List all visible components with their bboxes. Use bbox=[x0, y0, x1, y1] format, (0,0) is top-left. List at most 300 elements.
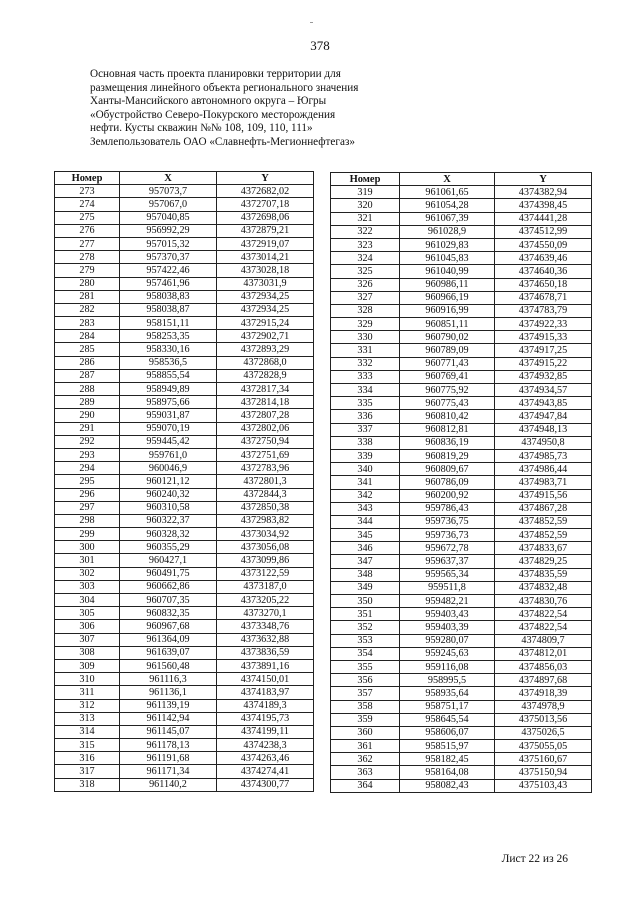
point-number-cell: 322 bbox=[331, 225, 400, 238]
y-coordinate-cell: 4374650,18 bbox=[495, 278, 592, 291]
y-coordinate-cell: 4373632,88 bbox=[217, 633, 314, 646]
x-coordinate-cell: 961139,19 bbox=[120, 699, 217, 712]
x-coordinate-cell: 959786,43 bbox=[400, 502, 495, 515]
table-row bbox=[55, 237, 314, 250]
x-coordinate-cell: 959736,73 bbox=[400, 529, 495, 542]
x-coordinate-cell: 959761,0 bbox=[120, 448, 217, 461]
table-row bbox=[55, 765, 314, 778]
x-coordinate-cell: 960121,12 bbox=[120, 475, 217, 488]
point-number-cell: 323 bbox=[331, 238, 400, 251]
table-row bbox=[331, 608, 592, 621]
y-coordinate-cell: 4374833,67 bbox=[495, 542, 592, 555]
x-coordinate-cell: 960775,92 bbox=[400, 384, 495, 397]
y-coordinate-cell: 4374150,01 bbox=[217, 673, 314, 686]
y-coordinate-cell: 4373028,18 bbox=[217, 264, 314, 277]
point-number-cell: 316 bbox=[55, 752, 120, 765]
table-row bbox=[331, 634, 592, 647]
y-coordinate-cell: 4374678,71 bbox=[495, 291, 592, 304]
table-row bbox=[55, 448, 314, 461]
column-header-x: X bbox=[120, 172, 217, 185]
table-row bbox=[55, 383, 314, 396]
point-number-cell: 338 bbox=[331, 436, 400, 449]
y-coordinate-cell: 4374943,85 bbox=[495, 397, 592, 410]
table-row bbox=[331, 740, 592, 753]
point-number-cell: 320 bbox=[331, 199, 400, 212]
table-row bbox=[55, 699, 314, 712]
table-row bbox=[331, 397, 592, 410]
x-coordinate-cell: 959070,19 bbox=[120, 422, 217, 435]
y-coordinate-cell: 4374835,59 bbox=[495, 568, 592, 581]
point-number-cell: 279 bbox=[55, 264, 120, 277]
point-number-cell: 310 bbox=[55, 673, 120, 686]
x-coordinate-cell: 961191,68 bbox=[120, 752, 217, 765]
y-coordinate-cell: 4374915,22 bbox=[495, 357, 592, 370]
point-number-cell: 335 bbox=[331, 397, 400, 410]
table-row bbox=[331, 779, 592, 792]
point-number-cell: 304 bbox=[55, 594, 120, 607]
y-coordinate-cell: 4373891,16 bbox=[217, 659, 314, 672]
x-coordinate-cell: 961040,99 bbox=[400, 265, 495, 278]
table-row bbox=[55, 396, 314, 409]
y-coordinate-cell: 4374985,73 bbox=[495, 449, 592, 462]
point-number-cell: 333 bbox=[331, 370, 400, 383]
table-row bbox=[55, 673, 314, 686]
y-coordinate-cell: 4372934,25 bbox=[217, 303, 314, 316]
y-coordinate-cell: 4374274,41 bbox=[217, 765, 314, 778]
table-row bbox=[331, 186, 592, 199]
x-coordinate-cell: 957067,0 bbox=[120, 198, 217, 211]
point-number-cell: 315 bbox=[55, 739, 120, 752]
table-header-row bbox=[331, 173, 592, 186]
y-coordinate-cell: 4372868,0 bbox=[217, 356, 314, 369]
table-row bbox=[331, 225, 592, 238]
point-number-cell: 336 bbox=[331, 410, 400, 423]
y-coordinate-cell: 4374512,99 bbox=[495, 225, 592, 238]
point-number-cell: 306 bbox=[55, 620, 120, 633]
x-coordinate-cell: 959280,07 bbox=[400, 634, 495, 647]
point-number-cell: 275 bbox=[55, 211, 120, 224]
point-number-cell: 291 bbox=[55, 422, 120, 435]
y-coordinate-cell: 4374822,54 bbox=[495, 621, 592, 634]
table-row bbox=[55, 659, 314, 672]
table-row bbox=[331, 647, 592, 660]
table-row bbox=[331, 436, 592, 449]
y-coordinate-cell: 4372844,3 bbox=[217, 488, 314, 501]
y-coordinate-cell: 4374922,33 bbox=[495, 318, 592, 331]
point-number-cell: 330 bbox=[331, 331, 400, 344]
table-row bbox=[55, 752, 314, 765]
point-number-cell: 277 bbox=[55, 237, 120, 250]
x-coordinate-cell: 958995,5 bbox=[400, 674, 495, 687]
point-number-cell: 363 bbox=[331, 766, 400, 779]
y-coordinate-cell: 4374852,59 bbox=[495, 529, 592, 542]
point-number-cell: 337 bbox=[331, 423, 400, 436]
y-coordinate-cell: 4374897,68 bbox=[495, 674, 592, 687]
table-row bbox=[331, 304, 592, 317]
y-coordinate-cell: 4372750,94 bbox=[217, 435, 314, 448]
y-coordinate-cell: 4374934,57 bbox=[495, 384, 592, 397]
table-row bbox=[55, 277, 314, 290]
x-coordinate-cell: 960355,29 bbox=[120, 541, 217, 554]
table-header-row bbox=[55, 172, 314, 185]
table-row bbox=[331, 344, 592, 357]
point-number-cell: 357 bbox=[331, 687, 400, 700]
point-number-cell: 344 bbox=[331, 515, 400, 528]
x-coordinate-cell: 961142,94 bbox=[120, 712, 217, 725]
table-row bbox=[331, 212, 592, 225]
table-row bbox=[331, 449, 592, 462]
table-row bbox=[331, 278, 592, 291]
x-coordinate-cell: 958038,83 bbox=[120, 290, 217, 303]
x-coordinate-cell: 960322,37 bbox=[120, 514, 217, 527]
x-coordinate-cell: 958151,11 bbox=[120, 317, 217, 330]
x-coordinate-cell: 960966,19 bbox=[400, 291, 495, 304]
point-number-cell: 348 bbox=[331, 568, 400, 581]
table-row bbox=[55, 330, 314, 343]
y-coordinate-cell: 4374783,79 bbox=[495, 304, 592, 317]
x-coordinate-cell: 959672,78 bbox=[400, 542, 495, 555]
point-number-cell: 274 bbox=[55, 198, 120, 211]
document-heading bbox=[90, 68, 420, 150]
point-number-cell: 311 bbox=[55, 686, 120, 699]
point-number-cell: 295 bbox=[55, 475, 120, 488]
table-row bbox=[55, 343, 314, 356]
table-row bbox=[331, 766, 592, 779]
x-coordinate-cell: 960707,35 bbox=[120, 594, 217, 607]
x-coordinate-cell: 960916,99 bbox=[400, 304, 495, 317]
heading-line: размещения линейного объекта регионального значения bbox=[90, 81, 359, 94]
table-row bbox=[55, 198, 314, 211]
y-coordinate-cell: 4374917,25 bbox=[495, 344, 592, 357]
x-coordinate-cell: 961178,13 bbox=[120, 739, 217, 752]
table-row bbox=[55, 607, 314, 620]
y-coordinate-cell: 4374263,46 bbox=[217, 752, 314, 765]
sheet-counter: Лист 22 из 26 bbox=[501, 853, 568, 865]
point-number-cell: 353 bbox=[331, 634, 400, 647]
x-coordinate-cell: 960810,42 bbox=[400, 410, 495, 423]
x-coordinate-cell: 958855,54 bbox=[120, 369, 217, 382]
point-number-cell: 303 bbox=[55, 580, 120, 593]
x-coordinate-cell: 959445,42 bbox=[120, 435, 217, 448]
y-coordinate-cell: 4374550,09 bbox=[495, 238, 592, 251]
y-coordinate-cell: 4372915,24 bbox=[217, 317, 314, 330]
x-coordinate-cell: 959116,08 bbox=[400, 660, 495, 673]
y-coordinate-cell: 4374950,8 bbox=[495, 436, 592, 449]
point-number-cell: 347 bbox=[331, 555, 400, 568]
x-coordinate-cell: 959736,75 bbox=[400, 515, 495, 528]
x-coordinate-cell: 957073,7 bbox=[120, 185, 217, 198]
table-body-left bbox=[55, 185, 314, 792]
y-coordinate-cell: 4373122,59 bbox=[217, 567, 314, 580]
table-row bbox=[55, 303, 314, 316]
x-coordinate-cell: 960771,43 bbox=[400, 357, 495, 370]
point-number-cell: 280 bbox=[55, 277, 120, 290]
x-coordinate-cell: 960786,09 bbox=[400, 476, 495, 489]
point-number-cell: 273 bbox=[55, 185, 120, 198]
y-coordinate-cell: 4372850,38 bbox=[217, 501, 314, 514]
table-row bbox=[55, 356, 314, 369]
y-coordinate-cell: 4374829,25 bbox=[495, 555, 592, 568]
point-number-cell: 293 bbox=[55, 448, 120, 461]
x-coordinate-cell: 960812,81 bbox=[400, 423, 495, 436]
table-row bbox=[55, 435, 314, 448]
point-number-cell: 292 bbox=[55, 435, 120, 448]
y-coordinate-cell: 4374915,56 bbox=[495, 489, 592, 502]
x-coordinate-cell: 959511,8 bbox=[400, 581, 495, 594]
x-coordinate-cell: 961364,09 bbox=[120, 633, 217, 646]
point-number-cell: 301 bbox=[55, 554, 120, 567]
y-coordinate-cell: 4374382,94 bbox=[495, 186, 592, 199]
point-number-cell: 286 bbox=[55, 356, 120, 369]
x-coordinate-cell: 959031,87 bbox=[120, 409, 217, 422]
y-coordinate-cell: 4374852,59 bbox=[495, 515, 592, 528]
x-coordinate-cell: 960310,58 bbox=[120, 501, 217, 514]
point-number-cell: 283 bbox=[55, 317, 120, 330]
point-number-cell: 331 bbox=[331, 344, 400, 357]
y-coordinate-cell: 4372783,96 bbox=[217, 462, 314, 475]
y-coordinate-cell: 4374947,84 bbox=[495, 410, 592, 423]
point-number-cell: 288 bbox=[55, 383, 120, 396]
table-row bbox=[55, 501, 314, 514]
point-number-cell: 355 bbox=[331, 660, 400, 673]
point-number-cell: 285 bbox=[55, 343, 120, 356]
point-number-cell: 305 bbox=[55, 607, 120, 620]
x-coordinate-cell: 960328,32 bbox=[120, 528, 217, 541]
point-number-cell: 339 bbox=[331, 449, 400, 462]
point-number-cell: 308 bbox=[55, 646, 120, 659]
y-coordinate-cell: 4374867,28 bbox=[495, 502, 592, 515]
table-row bbox=[55, 475, 314, 488]
table-row bbox=[331, 238, 592, 251]
x-coordinate-cell: 958038,87 bbox=[120, 303, 217, 316]
column-header-number: Номер bbox=[55, 172, 120, 185]
y-coordinate-cell: 4374983,71 bbox=[495, 476, 592, 489]
x-coordinate-cell: 956992,29 bbox=[120, 224, 217, 237]
point-number-cell: 345 bbox=[331, 529, 400, 542]
y-coordinate-cell: 4373031,9 bbox=[217, 277, 314, 290]
point-number-cell: 298 bbox=[55, 514, 120, 527]
x-coordinate-cell: 960046,9 bbox=[120, 462, 217, 475]
y-coordinate-cell: 4374822,54 bbox=[495, 608, 592, 621]
x-coordinate-cell: 957015,32 bbox=[120, 237, 217, 250]
table-row bbox=[55, 580, 314, 593]
table-row bbox=[331, 753, 592, 766]
y-coordinate-cell: 4373187,0 bbox=[217, 580, 314, 593]
x-coordinate-cell: 961028,9 bbox=[400, 225, 495, 238]
point-number-cell: 297 bbox=[55, 501, 120, 514]
table-row bbox=[55, 620, 314, 633]
point-number-cell: 282 bbox=[55, 303, 120, 316]
point-number-cell: 326 bbox=[331, 278, 400, 291]
point-number-cell: 361 bbox=[331, 740, 400, 753]
point-number-cell: 327 bbox=[331, 291, 400, 304]
heading-line: «Обустройство Северо-Покурского месторождения bbox=[90, 108, 336, 121]
point-number-cell: 296 bbox=[55, 488, 120, 501]
point-number-cell: 278 bbox=[55, 251, 120, 264]
x-coordinate-cell: 960836,19 bbox=[400, 436, 495, 449]
table-row bbox=[55, 567, 314, 580]
table-row bbox=[331, 331, 592, 344]
point-number-cell: 351 bbox=[331, 608, 400, 621]
point-number-cell: 287 bbox=[55, 369, 120, 382]
point-number-cell: 349 bbox=[331, 581, 400, 594]
point-number-cell: 340 bbox=[331, 463, 400, 476]
coordinates-table-left bbox=[54, 171, 314, 792]
x-coordinate-cell: 960819,29 bbox=[400, 449, 495, 462]
x-coordinate-cell: 960789,09 bbox=[400, 344, 495, 357]
heading-line: Ханты-Мансийского автономного округа – Югры bbox=[90, 95, 327, 108]
y-coordinate-cell: 4375013,56 bbox=[495, 713, 592, 726]
table-row bbox=[55, 633, 314, 646]
heading-line: Основная часть проекта планировки территории для bbox=[90, 68, 341, 80]
y-coordinate-cell: 4374300,77 bbox=[217, 778, 314, 791]
y-coordinate-cell: 4375160,67 bbox=[495, 753, 592, 766]
table-row bbox=[55, 594, 314, 607]
x-coordinate-cell: 958515,97 bbox=[400, 740, 495, 753]
y-coordinate-cell: 4372902,71 bbox=[217, 330, 314, 343]
x-coordinate-cell: 961116,3 bbox=[120, 673, 217, 686]
point-number-cell: 342 bbox=[331, 489, 400, 502]
column-header-number: Номер bbox=[331, 173, 400, 186]
table-row bbox=[331, 581, 592, 594]
point-number-cell: 352 bbox=[331, 621, 400, 634]
y-coordinate-cell: 4373348,76 bbox=[217, 620, 314, 633]
point-number-cell: 359 bbox=[331, 713, 400, 726]
x-coordinate-cell: 958253,35 bbox=[120, 330, 217, 343]
y-coordinate-cell: 4374199,11 bbox=[217, 725, 314, 738]
x-coordinate-cell: 958751,17 bbox=[400, 700, 495, 713]
point-number-cell: 358 bbox=[331, 700, 400, 713]
table-row bbox=[331, 515, 592, 528]
point-number-cell: 289 bbox=[55, 396, 120, 409]
y-coordinate-cell: 4374832,48 bbox=[495, 581, 592, 594]
x-coordinate-cell: 960851,11 bbox=[400, 318, 495, 331]
x-coordinate-cell: 959565,34 bbox=[400, 568, 495, 581]
x-coordinate-cell: 961560,48 bbox=[120, 659, 217, 672]
table-row bbox=[331, 489, 592, 502]
x-coordinate-cell: 960427,1 bbox=[120, 554, 217, 567]
point-number-cell: 332 bbox=[331, 357, 400, 370]
point-number-cell: 302 bbox=[55, 567, 120, 580]
table-row bbox=[55, 264, 314, 277]
x-coordinate-cell: 960809,67 bbox=[400, 463, 495, 476]
y-coordinate-cell: 4372802,06 bbox=[217, 422, 314, 435]
x-coordinate-cell: 961171,34 bbox=[120, 765, 217, 778]
x-coordinate-cell: 958164,08 bbox=[400, 766, 495, 779]
x-coordinate-cell: 959482,21 bbox=[400, 595, 495, 608]
table-row bbox=[55, 462, 314, 475]
x-coordinate-cell: 961045,83 bbox=[400, 252, 495, 265]
table-row bbox=[55, 514, 314, 527]
table-row bbox=[331, 568, 592, 581]
point-number-cell: 329 bbox=[331, 318, 400, 331]
y-coordinate-cell: 4374183,97 bbox=[217, 686, 314, 699]
point-number-cell: 299 bbox=[55, 528, 120, 541]
table-row bbox=[331, 318, 592, 331]
y-coordinate-cell: 4374441,28 bbox=[495, 212, 592, 225]
table-row bbox=[331, 555, 592, 568]
x-coordinate-cell: 958949,89 bbox=[120, 383, 217, 396]
y-coordinate-cell: 4373014,21 bbox=[217, 251, 314, 264]
point-number-cell: 300 bbox=[55, 541, 120, 554]
table-row bbox=[331, 687, 592, 700]
x-coordinate-cell: 957040,85 bbox=[120, 211, 217, 224]
y-coordinate-cell: 4374189,3 bbox=[217, 699, 314, 712]
y-coordinate-cell: 4374238,3 bbox=[217, 739, 314, 752]
table-row bbox=[331, 463, 592, 476]
y-coordinate-cell: 4374830,76 bbox=[495, 595, 592, 608]
table-row bbox=[55, 541, 314, 554]
table-row bbox=[331, 502, 592, 515]
table-row bbox=[331, 660, 592, 673]
x-coordinate-cell: 957370,37 bbox=[120, 251, 217, 264]
y-coordinate-cell: 4374398,45 bbox=[495, 199, 592, 212]
point-number-cell: 312 bbox=[55, 699, 120, 712]
heading-line: нефти. Кусты скважин №№ 108, 109, 110, 111» bbox=[90, 122, 313, 135]
table-row bbox=[55, 251, 314, 264]
table-row bbox=[55, 778, 314, 791]
table-row bbox=[331, 291, 592, 304]
y-coordinate-cell: 4372801,3 bbox=[217, 475, 314, 488]
y-coordinate-cell: 4374986,44 bbox=[495, 463, 592, 476]
x-coordinate-cell: 958975,66 bbox=[120, 396, 217, 409]
x-coordinate-cell: 961639,07 bbox=[120, 646, 217, 659]
point-number-cell: 321 bbox=[331, 212, 400, 225]
point-number-cell: 276 bbox=[55, 224, 120, 237]
y-coordinate-cell: 4372698,06 bbox=[217, 211, 314, 224]
table-row bbox=[55, 725, 314, 738]
x-coordinate-cell: 958082,43 bbox=[400, 779, 495, 792]
table-row bbox=[55, 739, 314, 752]
point-number-cell: 341 bbox=[331, 476, 400, 489]
point-number-cell: 362 bbox=[331, 753, 400, 766]
y-coordinate-cell: 4372919,07 bbox=[217, 237, 314, 250]
point-number-cell: 324 bbox=[331, 252, 400, 265]
x-coordinate-cell: 959637,37 bbox=[400, 555, 495, 568]
point-number-cell: 314 bbox=[55, 725, 120, 738]
table-row bbox=[55, 409, 314, 422]
point-number-cell: 354 bbox=[331, 647, 400, 660]
x-coordinate-cell: 961140,2 bbox=[120, 778, 217, 791]
y-coordinate-cell: 4374948,13 bbox=[495, 423, 592, 436]
y-coordinate-cell: 4374640,36 bbox=[495, 265, 592, 278]
y-coordinate-cell: 4374195,73 bbox=[217, 712, 314, 725]
x-coordinate-cell: 961067,39 bbox=[400, 212, 495, 225]
y-coordinate-cell: 4374812,01 bbox=[495, 647, 592, 660]
point-number-cell: 284 bbox=[55, 330, 120, 343]
y-coordinate-cell: 4374639,46 bbox=[495, 252, 592, 265]
table-row bbox=[55, 290, 314, 303]
point-number-cell: 356 bbox=[331, 674, 400, 687]
x-coordinate-cell: 960491,75 bbox=[120, 567, 217, 580]
y-coordinate-cell: 4372814,18 bbox=[217, 396, 314, 409]
y-coordinate-cell: 4374978,9 bbox=[495, 700, 592, 713]
x-coordinate-cell: 961145,07 bbox=[120, 725, 217, 738]
x-coordinate-cell: 958645,54 bbox=[400, 713, 495, 726]
y-coordinate-cell: 4372893,29 bbox=[217, 343, 314, 356]
point-number-cell: 317 bbox=[55, 765, 120, 778]
page-number: 378 bbox=[310, 38, 330, 53]
point-number-cell: 334 bbox=[331, 384, 400, 397]
table-row bbox=[55, 422, 314, 435]
coordinates-table-right bbox=[330, 172, 592, 793]
column-header-y: Y bbox=[217, 172, 314, 185]
point-number-cell: 319 bbox=[331, 186, 400, 199]
x-coordinate-cell: 959245,63 bbox=[400, 647, 495, 660]
x-coordinate-cell: 960200,92 bbox=[400, 489, 495, 502]
point-number-cell: 360 bbox=[331, 726, 400, 739]
y-coordinate-cell: 4372817,34 bbox=[217, 383, 314, 396]
